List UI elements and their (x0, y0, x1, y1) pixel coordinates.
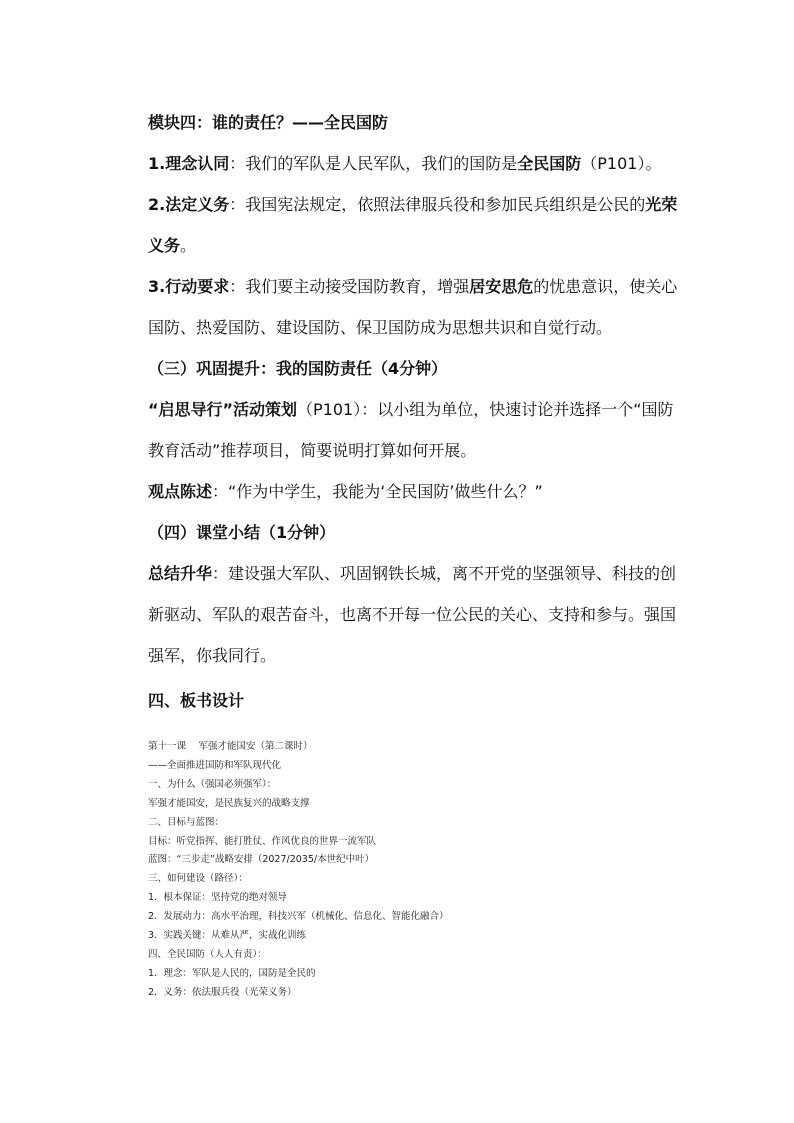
action-item: 3.行动要求：我们要主动接受国防教育，增强居安思危的忧患意识，使关心国防、热爱国防、建设国防、保卫国防成为思想共识和自觉行动。 (148, 277, 678, 337)
board-line: 目标：听党指挥、能打胜仗、作风优良的世界一流军队 (148, 835, 377, 847)
summary-paragraph: 总结升华：建设强大军队、巩固钢铁长城，离不开党的坚强领导、科技的创新驱动、军队的艰苦奋斗，也离不开每一位公民的关心、支持和参与。强国强军，你我同行。 (148, 564, 677, 665)
board-line: 1．根本保证：坚持党的绝对领导 (148, 892, 288, 904)
board-line: 军强才能国安，是民族复兴的战略支撑 (148, 797, 310, 809)
duty-item: 2.法定义务：我国宪法规定，依照法律服兵役和参加民兵组织是公民的光荣义务。 (148, 195, 678, 255)
section-four-title: （四）课堂小结（1分钟） (148, 523, 336, 542)
concept-item: 1.理念认同：我们的军队是人民军队，我们的国防是全民国防（P101）。 (148, 154, 662, 173)
board-line: 二、目标与蓝图： (148, 816, 225, 828)
board-design-image (148, 738, 568, 1003)
board-line: 1．理念：军队是人民的，国防是全民的 (148, 967, 316, 979)
board-line: 2．发展动力：高水平治理，科技兴军（机械化、信息化、智能化融合） (148, 911, 449, 923)
module-title: 模块四：谁的责任？——全民国防 (148, 113, 389, 132)
section-three-title: （三）巩固提升：我的国防责任（4分钟） (148, 359, 448, 378)
board-line: 2．义务：依法服兵役（光荣义务） (148, 986, 297, 998)
board-line: 四、全民国防（人人有责）： (148, 948, 267, 960)
board-line: 第十一课 军强才能国安（第二课时） (148, 741, 313, 752)
board-line: 蓝图：“三步走”战略安排（2027/2035/本世纪中叶） (148, 854, 375, 866)
board-line: ——全面推进国防和军队现代化 (148, 759, 282, 771)
board-line: 3．实践关键：从难从严，实战化训练 (148, 930, 307, 942)
lesson-body (148, 102, 688, 721)
activity-plan: “启思导行”活动策划（P101）：以小组为单位，快速讨论并选择一个“国防教育活动”推荐项目，简要说明打算如何开展。 (148, 400, 674, 460)
opinion-statement: 观点陈述：“作为中学生，我能为‘全民国防’做些什么？” (148, 482, 543, 501)
board-design-title: 四、板书设计 (148, 691, 245, 710)
board-line: 三、如何建设（路径）： (148, 873, 248, 885)
board-line: 一、为什么（强国必须强军）： (148, 778, 277, 790)
